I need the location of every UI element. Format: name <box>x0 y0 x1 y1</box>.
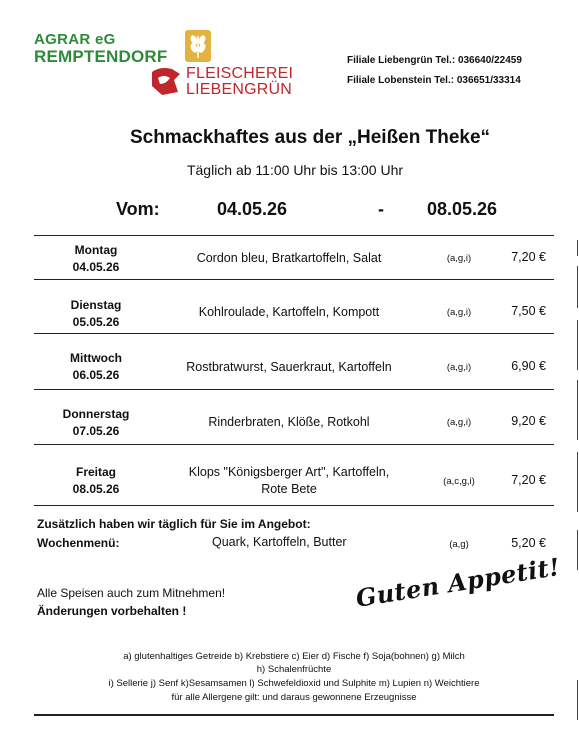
menu-dish-monday: Cordon bleu, Bratkartoffeln, Salat <box>196 251 382 265</box>
dish-line: Rote Bete <box>261 482 317 496</box>
allergen-legend-line: i) Sellerie j) Senf k)Sesamsamen l) Schwefeldioxid und Sulphite m) Lupien n) Weichtiere <box>108 678 480 689</box>
menu-price-wednesday: 6,90 € <box>511 359 546 373</box>
day-name: Montag <box>74 243 118 257</box>
menu-price-friday: 7,20 € <box>511 473 546 487</box>
wheat-icon <box>185 30 211 62</box>
divider <box>34 279 554 280</box>
margin-line <box>577 240 578 256</box>
margin-line <box>577 530 578 570</box>
menu-dish-friday <box>170 464 408 498</box>
day-date: 04.05.26 <box>72 260 120 274</box>
logo-agrar-text: AGRAR eG <box>34 31 116 48</box>
menu-allergens-thursday: (a,g,i) <box>446 417 472 428</box>
divider <box>34 505 554 506</box>
takeaway-note: Alle Speisen auch zum Mitnehmen! <box>37 586 226 600</box>
allergen-legend-line: h) Schalenfrüchte <box>256 664 332 675</box>
logo-liebengruen-text: LIEBENGRÜN <box>186 81 293 98</box>
menu-dish-wednesday: Rostbratwurst, Sauerkraut, Kartoffeln <box>186 360 392 374</box>
day-name: Donnerstag <box>62 407 130 421</box>
page-title: Schmackhaftes aus der „Heißen Theke“ <box>129 127 491 148</box>
margin-line <box>577 680 578 720</box>
margin-line <box>577 320 578 370</box>
menu-dish-thursday: Rinderbraten, Klöße, Rotkohl <box>208 415 370 429</box>
menu-price-thursday: 9,20 € <box>511 414 546 428</box>
guten-appetit-signoff: Guten Appetit! <box>353 551 563 613</box>
day-name: Mittwoch <box>70 351 122 365</box>
margin-line <box>577 266 578 308</box>
menu-allergens-tuesday: (a,g,i) <box>446 307 472 318</box>
day-name: Freitag <box>75 465 116 479</box>
divider <box>34 389 554 390</box>
bottom-divider <box>34 714 554 716</box>
divider <box>34 235 554 236</box>
weekly-menu-dish: Quark, Kartoffeln, Butter <box>212 535 347 549</box>
period-separator: - <box>378 199 384 219</box>
divider <box>34 444 554 445</box>
changes-note: Änderungen vorbehalten ! <box>37 604 187 618</box>
menu-day-tuesday <box>34 297 158 331</box>
fleischerei-logo-icon <box>150 66 182 96</box>
weekly-menu-price: 5,20 € <box>511 536 546 550</box>
day-name: Dienstag <box>70 298 122 312</box>
allergen-legend-line: a) glutenhaltiges Getreide b) Krebstiere c) Eier d) Fische f) Soja(bohnen) g) Milch <box>123 651 465 662</box>
day-date: 06.05.26 <box>72 368 120 382</box>
period-label: Vom: <box>116 199 160 219</box>
menu-allergens-monday: (a,g,i) <box>446 253 472 264</box>
margin-line <box>577 380 578 440</box>
weekly-menu-allergens: (a,g) <box>449 539 469 550</box>
menu-dish-tuesday: Kohlroulade, Kartoffeln, Kompott <box>198 305 380 319</box>
period-from: 04.05.26 <box>217 199 288 219</box>
dish-line: Klops "Königsberger Art", Kartoffeln, <box>188 465 390 479</box>
allergen-legend-line: für alle Allergene gilt: und daraus gewonnene Erzeugnisse <box>171 692 417 703</box>
opening-hours: Täglich ab 11:00 Uhr bis 13:00 Uhr <box>186 162 404 178</box>
logo-remptendorf-text: REMPTENDORF <box>34 47 168 66</box>
menu-allergens-wednesday: (a,g,i) <box>446 362 472 373</box>
divider <box>34 333 554 334</box>
menu-day-friday <box>34 464 158 498</box>
logo-fleischerei-text: FLEISCHEREI <box>186 65 294 82</box>
extra-offer-title: Zusätzlich haben wir täglich für Sie im Angebot: <box>37 517 311 531</box>
menu-price-monday: 7,20 € <box>511 250 546 264</box>
menu-day-wednesday <box>34 350 158 384</box>
menu-price-tuesday: 7,50 € <box>511 304 546 318</box>
branch-lobenstein: Filiale Lobenstein Tel.: 036651/33314 <box>347 75 521 86</box>
day-date: 05.05.26 <box>72 315 120 329</box>
branch-liebengruen: Filiale Liebengrün Tel.: 036640/22459 <box>347 55 522 66</box>
menu-day-monday <box>34 242 158 276</box>
margin-line <box>577 452 578 512</box>
menu-allergens-friday: (a,c,g,i) <box>443 476 475 487</box>
menu-day-thursday <box>34 406 158 440</box>
weekly-menu-label: Wochenmenü: <box>37 536 120 550</box>
day-date: 08.05.26 <box>72 482 120 496</box>
period-to: 08.05.26 <box>427 199 498 219</box>
day-date: 07.05.26 <box>72 424 120 438</box>
